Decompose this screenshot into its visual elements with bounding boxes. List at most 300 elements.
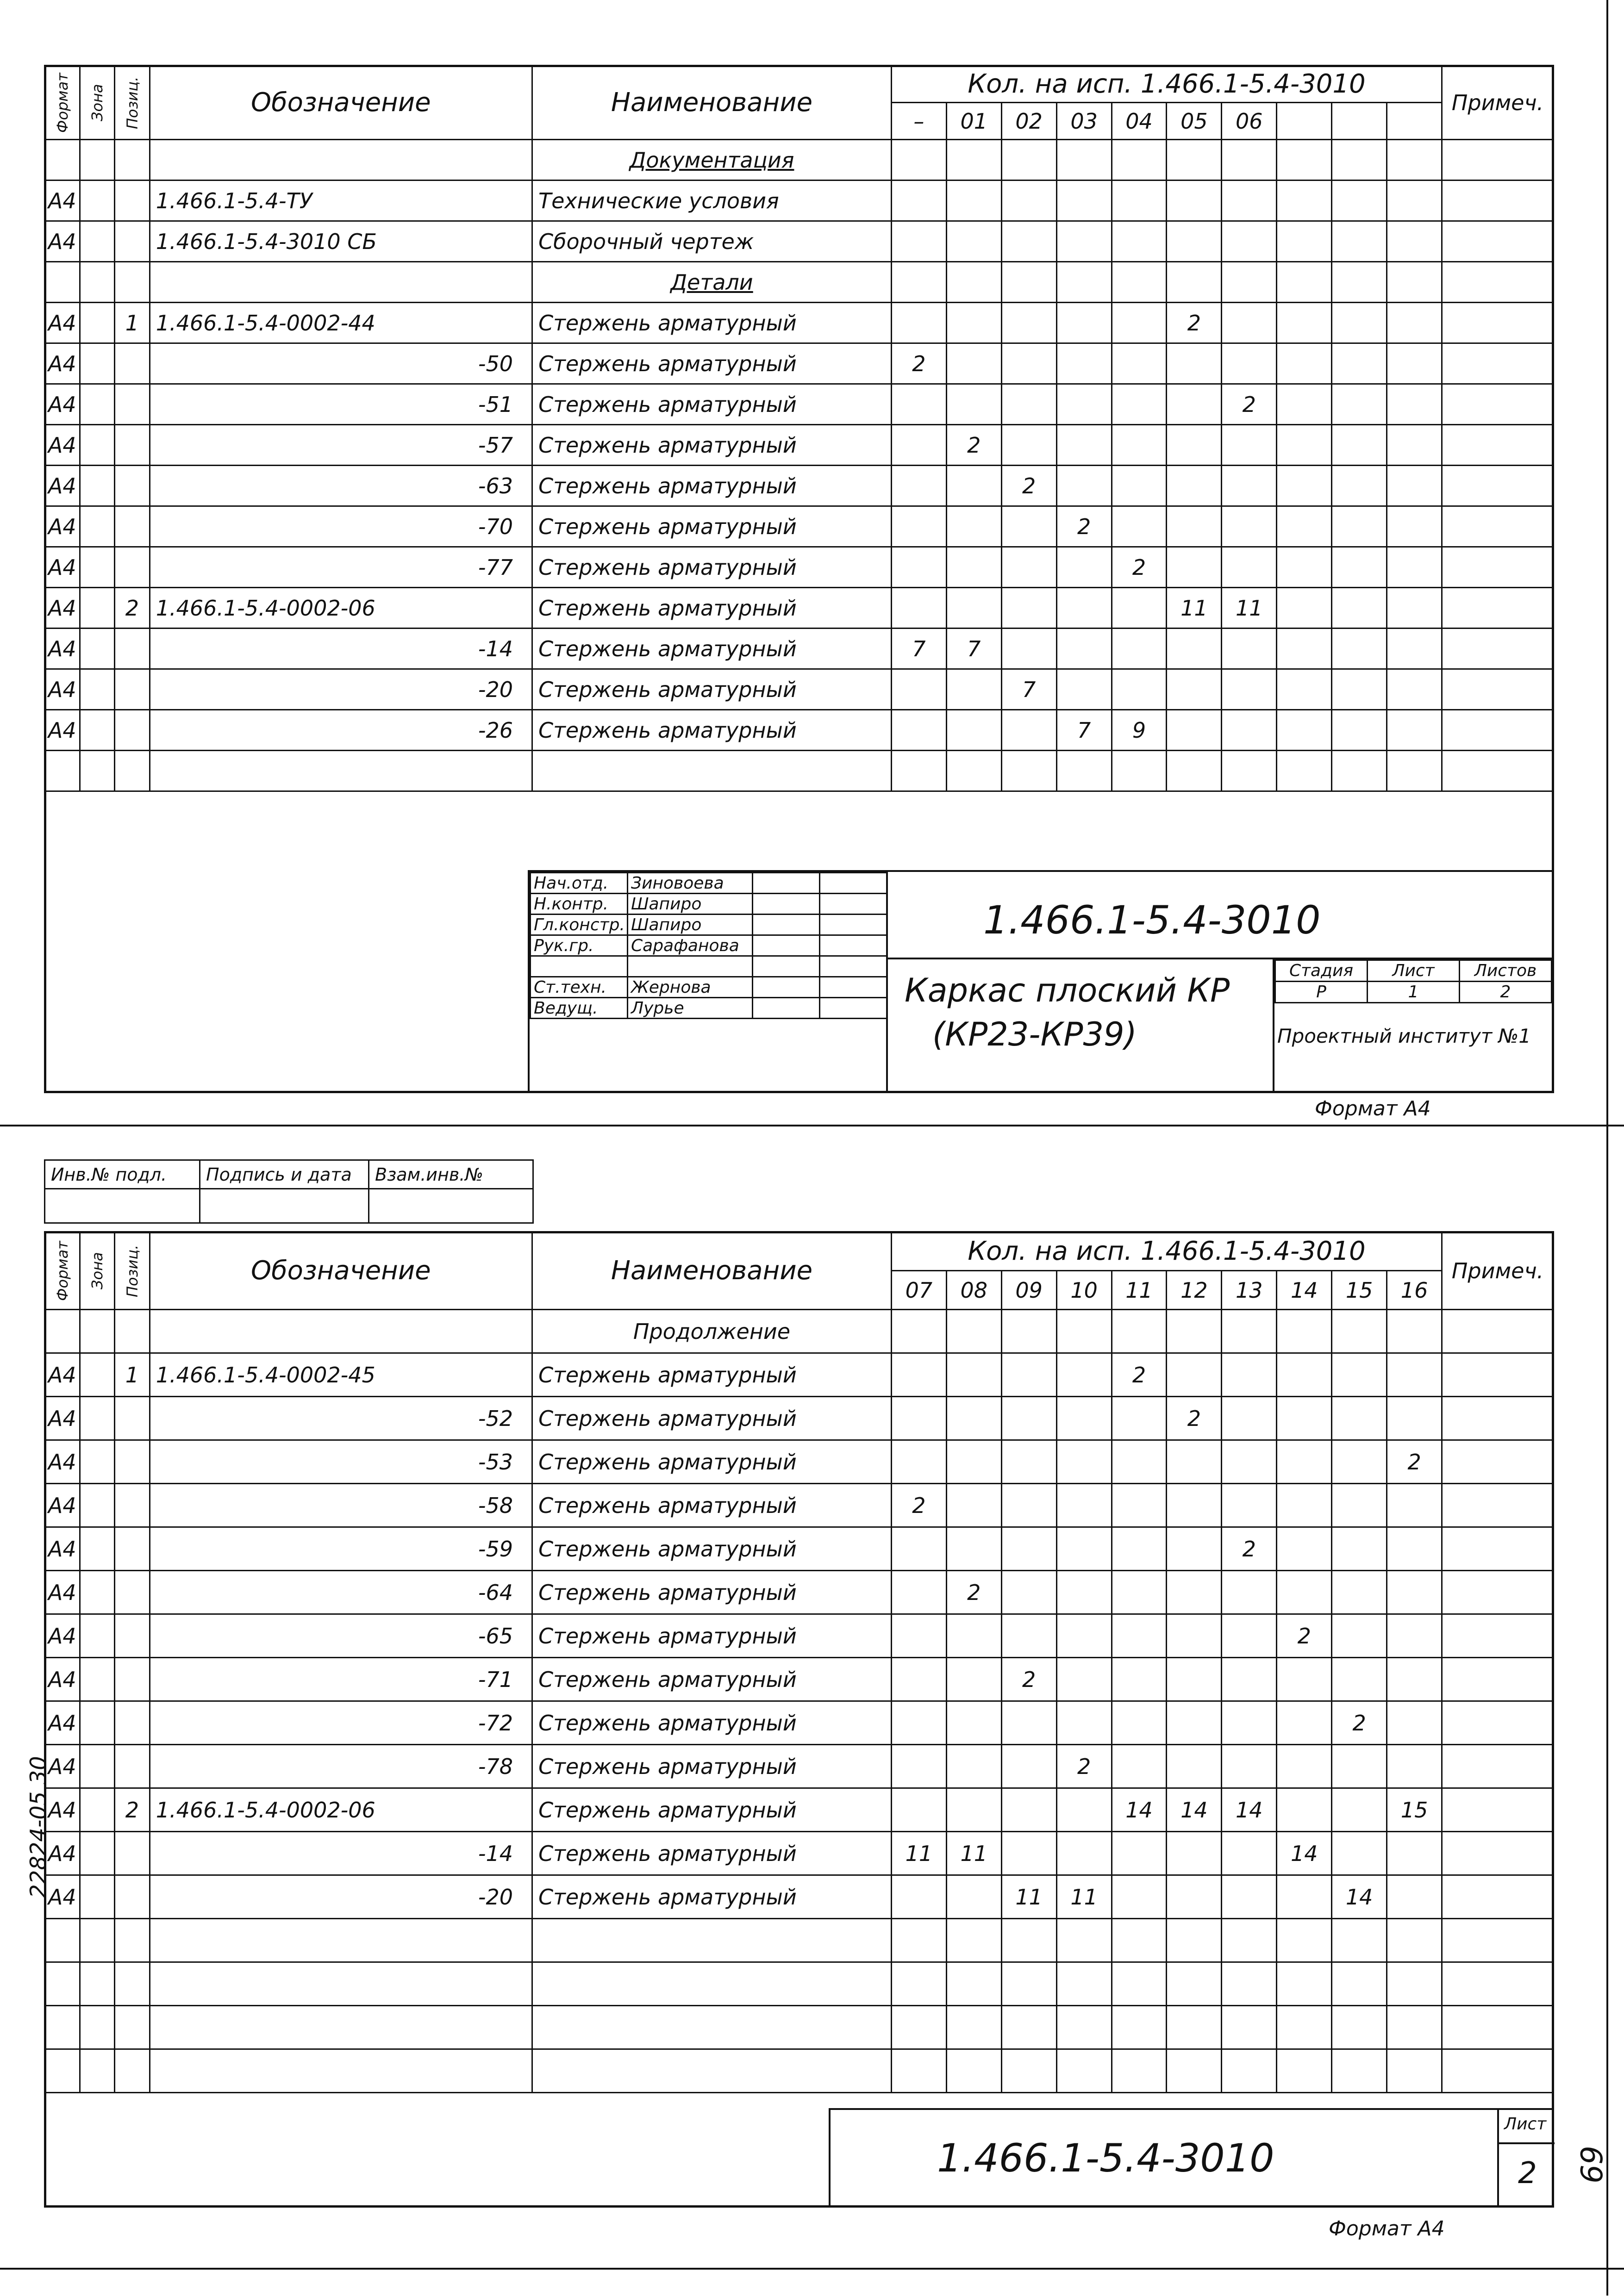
- cell-quantity: [1277, 628, 1332, 669]
- cell-zone: [80, 140, 115, 180]
- header-variant: 09: [1001, 1271, 1056, 1310]
- cell-quantity: [1332, 180, 1387, 221]
- sheet2-format-note: Формат А4: [1329, 2217, 1445, 2240]
- signature-role: Нач.отд.: [531, 873, 628, 894]
- cell-quantity: [1387, 1832, 1442, 1875]
- cell-quantity: 2: [1222, 384, 1277, 425]
- cell-quantity: [1001, 1701, 1056, 1745]
- cell-quantity: [1056, 425, 1112, 466]
- sheets-label: Листов: [1460, 960, 1552, 982]
- stamp-signatures: [530, 872, 887, 1019]
- cell-zone: [80, 180, 115, 221]
- table-row: [45, 180, 1554, 221]
- table-row: [45, 751, 1554, 791]
- cell-quantity: [1112, 669, 1167, 710]
- cell-format: А4: [45, 1397, 80, 1440]
- table-row: [45, 1527, 1554, 1571]
- cell-name: Стержень арматурный: [532, 343, 892, 384]
- table-row: [45, 2049, 1554, 2093]
- cell-quantity: [1056, 1614, 1112, 1658]
- cell-quantity: [1332, 1788, 1387, 1832]
- cell-designation: -72: [150, 1701, 532, 1745]
- cell-quantity: [1056, 262, 1112, 303]
- cell-quantity: [1332, 506, 1387, 547]
- cell-quantity: [1387, 1701, 1442, 1745]
- header-position: Позиц.: [115, 1232, 150, 1310]
- cell-quantity: [1387, 384, 1442, 425]
- cell-quantity: [1332, 1832, 1387, 1875]
- page-number: 69: [1573, 2146, 1608, 2184]
- cell-quantity: [1222, 1397, 1277, 1440]
- signature-name: Сарафанова: [628, 935, 753, 956]
- cell-quantity: [1112, 1962, 1167, 2006]
- header-quantity: Кол. на исп. 1.466.1-5.4-3010: [891, 66, 1442, 103]
- cell-quantity: [1277, 1527, 1332, 1571]
- cell-quantity: 14: [1332, 1875, 1387, 1919]
- cell-note: [1442, 2006, 1554, 2049]
- cell-quantity: [1056, 1658, 1112, 1701]
- cell-quantity: [1387, 628, 1442, 669]
- cell-quantity: [1277, 303, 1332, 343]
- cell-zone: [80, 1701, 115, 1745]
- signature-name: Лурье: [628, 998, 753, 1019]
- cell-quantity: [1387, 1919, 1442, 1962]
- cell-position: [115, 2049, 150, 2093]
- table-row: [45, 343, 1554, 384]
- cell-quantity: 14: [1277, 1832, 1332, 1875]
- cell-zone: [80, 1832, 115, 1875]
- cell-quantity: [1056, 1397, 1112, 1440]
- cell-note: [1442, 1788, 1554, 1832]
- cell-quantity: [1112, 1527, 1167, 1571]
- cell-quantity: [1056, 303, 1112, 343]
- signature-row: [531, 956, 887, 977]
- header-note: Примеч.: [1442, 66, 1554, 140]
- cell-format: [45, 262, 80, 303]
- cell-quantity: [1001, 262, 1056, 303]
- cell-quantity: [1056, 1527, 1112, 1571]
- signature-role: Ст.техн.: [531, 977, 628, 998]
- cell-name: Документация: [532, 140, 892, 180]
- cell-note: [1442, 506, 1554, 547]
- cell-quantity: 14: [1222, 1788, 1277, 1832]
- sheet1-spec-table: [44, 65, 1554, 792]
- date-cell: [820, 977, 887, 998]
- cell-name: Стержень арматурный: [532, 1701, 892, 1745]
- cell-zone: [80, 303, 115, 343]
- cell-note: [1442, 343, 1554, 384]
- cell-position: [115, 343, 150, 384]
- cell-quantity: [1112, 466, 1167, 506]
- sheet2-title-block: [829, 2108, 1554, 2208]
- cell-quantity: [1222, 1745, 1277, 1788]
- cell-quantity: [1387, 221, 1442, 262]
- signature-role: [531, 956, 628, 977]
- cell-note: [1442, 1919, 1554, 1962]
- cell-position: [115, 1962, 150, 2006]
- cell-quantity: [1167, 2006, 1222, 2049]
- table-row: [45, 710, 1554, 751]
- cell-format: [45, 140, 80, 180]
- sheets-value: 2: [1460, 982, 1552, 1003]
- header-variant: 07: [891, 1271, 946, 1310]
- cell-position: [115, 1310, 150, 1353]
- cell-quantity: [1277, 1440, 1332, 1484]
- cell-quantity: [1112, 1701, 1167, 1745]
- signature-name: Зиновоева: [628, 873, 753, 894]
- cell-format: А4: [45, 1440, 80, 1484]
- cell-quantity: [1387, 1353, 1442, 1397]
- cell-quantity: [1001, 1788, 1056, 1832]
- cell-name: Стержень арматурный: [532, 710, 892, 751]
- right-border-line: [1606, 0, 1608, 2296]
- cell-quantity: [1332, 710, 1387, 751]
- cell-quantity: [1387, 425, 1442, 466]
- cell-quantity: [1387, 710, 1442, 751]
- cell-quantity: [1167, 180, 1222, 221]
- signature-cell: [753, 935, 820, 956]
- cell-designation: -14: [150, 1832, 532, 1875]
- header-variant: –: [891, 103, 946, 140]
- cell-name: Стержень арматурный: [532, 588, 892, 628]
- signature-name: [628, 956, 753, 977]
- cell-quantity: [1222, 221, 1277, 262]
- cell-format: А4: [45, 1527, 80, 1571]
- cell-quantity: [1222, 1658, 1277, 1701]
- cell-quantity: [1112, 384, 1167, 425]
- cell-quantity: [1056, 1310, 1112, 1353]
- cell-quantity: [1332, 1658, 1387, 1701]
- cell-quantity: [1112, 1571, 1167, 1614]
- cell-quantity: [891, 140, 946, 180]
- cell-quantity: [1056, 1571, 1112, 1614]
- signature-cell: [753, 998, 820, 1019]
- cell-quantity: [1167, 1571, 1222, 1614]
- cell-name: Стержень арматурный: [532, 466, 892, 506]
- cell-designation: 1.466.1-5.4-ТУ: [150, 180, 532, 221]
- cell-quantity: [1056, 2049, 1112, 2093]
- date-cell: [820, 935, 887, 956]
- header-quantity: Кол. на исп. 1.466.1-5.4-3010: [891, 1232, 1442, 1271]
- cell-quantity: [1332, 669, 1387, 710]
- cell-quantity: [1167, 2049, 1222, 2093]
- cell-quantity: [1001, 384, 1056, 425]
- cell-note: [1442, 180, 1554, 221]
- cell-quantity: [946, 1397, 1001, 1440]
- header-variant: 16: [1387, 1271, 1442, 1310]
- cell-quantity: [1056, 1832, 1112, 1875]
- cell-designation: -50: [150, 343, 532, 384]
- cell-quantity: 11: [1222, 588, 1277, 628]
- cell-quantity: [1332, 1353, 1387, 1397]
- sheet2-stamp-labels: [44, 1159, 534, 1224]
- cell-quantity: [891, 1397, 946, 1440]
- sheet-value: 1: [1368, 982, 1460, 1003]
- cell-quantity: [946, 1875, 1001, 1919]
- cell-name: Продолжение: [532, 1310, 892, 1353]
- signature-cell: [753, 977, 820, 998]
- cell-designation: -71: [150, 1658, 532, 1701]
- signature-role: Ведущ.: [531, 998, 628, 1019]
- header-variant: 14: [1277, 1271, 1332, 1310]
- cell-quantity: [1277, 1353, 1332, 1397]
- cell-quantity: [946, 588, 1001, 628]
- cell-zone: [80, 547, 115, 588]
- cell-quantity: [1387, 547, 1442, 588]
- table-row: [45, 628, 1554, 669]
- cell-quantity: [1222, 1701, 1277, 1745]
- signature-row: [531, 935, 887, 956]
- cell-quantity: [1112, 1832, 1167, 1875]
- cell-quantity: [1167, 1962, 1222, 2006]
- table-row: [45, 1788, 1554, 1832]
- cell-note: [1442, 303, 1554, 343]
- cell-name: Стержень арматурный: [532, 1527, 892, 1571]
- cell-quantity: [1277, 384, 1332, 425]
- cell-position: [115, 1440, 150, 1484]
- table-row: [45, 1658, 1554, 1701]
- cell-quantity: [1277, 262, 1332, 303]
- cell-quantity: [1001, 1310, 1056, 1353]
- date-cell: [820, 998, 887, 1019]
- cell-quantity: [1222, 2006, 1277, 2049]
- cell-note: [1442, 1571, 1554, 1614]
- cell-format: А4: [45, 343, 80, 384]
- cell-quantity: [1001, 2049, 1056, 2093]
- header-variant: 11: [1112, 1271, 1167, 1310]
- header-variant: 12: [1167, 1271, 1222, 1310]
- cell-zone: [80, 669, 115, 710]
- header-name: Наименование: [532, 66, 892, 140]
- cell-note: [1442, 669, 1554, 710]
- sheet1-format-note: Формат А4: [1315, 1097, 1431, 1120]
- cell-quantity: [1387, 1571, 1442, 1614]
- cell-quantity: [891, 1745, 946, 1788]
- sheet-label: Лист: [1368, 960, 1460, 982]
- cell-quantity: [1222, 547, 1277, 588]
- cell-quantity: 14: [1167, 1788, 1222, 1832]
- signature-row: [531, 873, 887, 894]
- cell-zone: [80, 1484, 115, 1527]
- cell-quantity: [1387, 1658, 1442, 1701]
- cell-position: [115, 506, 150, 547]
- cell-position: [115, 1832, 150, 1875]
- cell-quantity: [946, 262, 1001, 303]
- cell-note: [1442, 262, 1554, 303]
- stage-value: Р: [1275, 982, 1368, 1003]
- cell-quantity: [946, 1962, 1001, 2006]
- cell-name: Сборочный чертеж: [532, 221, 892, 262]
- cell-quantity: [1056, 751, 1112, 791]
- cell-designation: [150, 140, 532, 180]
- cell-quantity: [1387, 262, 1442, 303]
- cell-position: 1: [115, 1353, 150, 1397]
- cell-position: [115, 1875, 150, 1919]
- cell-zone: [80, 1745, 115, 1788]
- header-position: Позиц.: [115, 66, 150, 140]
- header-zone: Зона: [80, 66, 115, 140]
- cell-quantity: [1332, 1310, 1387, 1353]
- cell-quantity: [1387, 1962, 1442, 2006]
- cell-quantity: [1277, 669, 1332, 710]
- cell-quantity: [1387, 1745, 1442, 1788]
- cell-quantity: 2: [1001, 466, 1056, 506]
- cell-quantity: [1332, 628, 1387, 669]
- cell-quantity: [946, 221, 1001, 262]
- cell-quantity: [946, 1484, 1001, 1527]
- cell-format: А4: [45, 384, 80, 425]
- table-row: [45, 588, 1554, 628]
- cell-quantity: [891, 1962, 946, 2006]
- cell-quantity: [1277, 1788, 1332, 1832]
- cell-quantity: [1332, 262, 1387, 303]
- cell-quantity: [1387, 303, 1442, 343]
- signature-row: [531, 915, 887, 935]
- cell-position: [115, 628, 150, 669]
- cell-quantity: 7: [946, 628, 1001, 669]
- table-row: [45, 1614, 1554, 1658]
- cell-quantity: 2: [1056, 506, 1112, 547]
- cell-quantity: [891, 180, 946, 221]
- cell-quantity: [1167, 1440, 1222, 1484]
- cell-quantity: [1112, 751, 1167, 791]
- cell-note: [1442, 425, 1554, 466]
- cell-quantity: [946, 140, 1001, 180]
- cell-quantity: [1332, 1484, 1387, 1527]
- cell-quantity: [1387, 343, 1442, 384]
- cell-quantity: [1332, 384, 1387, 425]
- cell-quantity: [891, 384, 946, 425]
- header-variant: 04: [1112, 103, 1167, 140]
- cell-quantity: [1222, 710, 1277, 751]
- cell-quantity: [1167, 1353, 1222, 1397]
- cell-quantity: [891, 506, 946, 547]
- cell-zone: [80, 1614, 115, 1658]
- cell-designation: -58: [150, 1484, 532, 1527]
- cell-designation: -26: [150, 710, 532, 751]
- cell-quantity: [1277, 140, 1332, 180]
- table-row: [45, 140, 1554, 180]
- cell-quantity: [1387, 1310, 1442, 1353]
- cell-quantity: [946, 2049, 1001, 2093]
- cell-quantity: 11: [946, 1832, 1001, 1875]
- cell-zone: [80, 710, 115, 751]
- cell-position: [115, 466, 150, 506]
- cell-quantity: [1001, 1832, 1056, 1875]
- cell-quantity: [1332, 547, 1387, 588]
- cell-quantity: [1277, 425, 1332, 466]
- cell-note: [1442, 1875, 1554, 1919]
- cell-quantity: 14: [1112, 1788, 1167, 1832]
- cell-quantity: [946, 1745, 1001, 1788]
- cell-quantity: [891, 1788, 946, 1832]
- cell-quantity: [1332, 1440, 1387, 1484]
- cell-quantity: 2: [1001, 1658, 1056, 1701]
- cell-zone: [80, 1527, 115, 1571]
- side-code: 22824-05 30: [25, 1756, 52, 1898]
- cell-quantity: [1277, 221, 1332, 262]
- cell-quantity: [1112, 180, 1167, 221]
- cell-quantity: [1277, 547, 1332, 588]
- signature-role: Н.контр.: [531, 894, 628, 915]
- cell-quantity: [1001, 1527, 1056, 1571]
- sheet2-doc-number: 1.466.1-5.4-3010: [937, 2135, 1274, 2181]
- cell-quantity: 2: [1112, 547, 1167, 588]
- cell-quantity: [1167, 262, 1222, 303]
- cell-name: Стержень арматурный: [532, 1875, 892, 1919]
- cell-quantity: [891, 1353, 946, 1397]
- cell-name: Стержень арматурный: [532, 1614, 892, 1658]
- cell-quantity: [891, 710, 946, 751]
- cell-designation: -53: [150, 1440, 532, 1484]
- cell-name: [532, 1962, 892, 2006]
- cell-zone: [80, 1440, 115, 1484]
- cell-quantity: [1387, 1614, 1442, 1658]
- cell-quantity: [1056, 588, 1112, 628]
- cell-zone: [80, 466, 115, 506]
- table-row: [45, 1745, 1554, 1788]
- cell-quantity: [1387, 751, 1442, 791]
- cell-quantity: [1167, 1745, 1222, 1788]
- cell-name: Стержень арматурный: [532, 1397, 892, 1440]
- cell-quantity: [946, 547, 1001, 588]
- cell-quantity: [946, 303, 1001, 343]
- cell-quantity: [1277, 1875, 1332, 1919]
- cell-quantity: [1112, 2006, 1167, 2049]
- cell-designation: -57: [150, 425, 532, 466]
- cell-note: [1442, 547, 1554, 588]
- cell-position: 2: [115, 588, 150, 628]
- cell-quantity: [946, 384, 1001, 425]
- cell-quantity: [1001, 1397, 1056, 1440]
- cell-quantity: [1332, 751, 1387, 791]
- cell-zone: [80, 1875, 115, 1919]
- cell-position: [115, 384, 150, 425]
- cell-format: А4: [45, 221, 80, 262]
- cell-quantity: [1387, 1484, 1442, 1527]
- cell-quantity: [1332, 1571, 1387, 1614]
- cell-zone: [80, 1658, 115, 1701]
- cell-quantity: [1277, 1701, 1332, 1745]
- cell-quantity: [1167, 710, 1222, 751]
- cell-designation: -51: [150, 384, 532, 425]
- cell-quantity: [946, 710, 1001, 751]
- cell-note: [1442, 751, 1554, 791]
- header-designation: Обозначение: [150, 66, 532, 140]
- cell-quantity: [1277, 343, 1332, 384]
- cell-quantity: [1222, 303, 1277, 343]
- cell-name: Стержень арматурный: [532, 1440, 892, 1484]
- cell-designation: -64: [150, 1571, 532, 1614]
- cell-note: [1442, 1484, 1554, 1527]
- cell-quantity: [1277, 506, 1332, 547]
- cell-note: [1442, 1658, 1554, 1701]
- cell-quantity: [946, 2006, 1001, 2049]
- cell-quantity: [1112, 1614, 1167, 1658]
- cell-quantity: 15: [1387, 1788, 1442, 1832]
- table-row: [45, 1310, 1554, 1353]
- cell-note: [1442, 1353, 1554, 1397]
- cell-quantity: [1056, 547, 1112, 588]
- cell-note: [1442, 1962, 1554, 2006]
- header-variant: 05: [1167, 103, 1222, 140]
- cell-quantity: [1112, 1440, 1167, 1484]
- cell-position: [115, 751, 150, 791]
- cell-zone: [80, 588, 115, 628]
- cell-quantity: [1001, 1962, 1056, 2006]
- cell-note: [1442, 1440, 1554, 1484]
- cell-quantity: [1001, 1745, 1056, 1788]
